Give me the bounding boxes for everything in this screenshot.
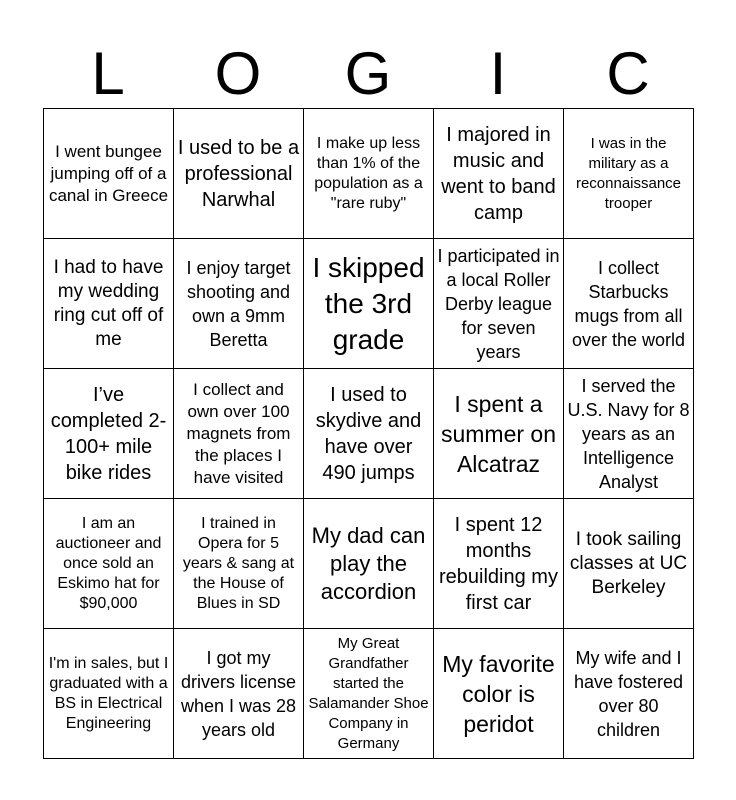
bingo-cell [174, 629, 304, 759]
title-letter-c: C [606, 40, 650, 107]
bingo-cell [44, 239, 174, 369]
cell-text: I collect and own over 100 magnets from the places I have visited [186, 379, 291, 487]
cell-text: I took sailing classes at UC Berkeley [569, 528, 688, 598]
cell-text: I was in the military as a reconnaissance trooper [575, 134, 682, 212]
cell-text: I used to be a professional Narwhal [177, 136, 300, 211]
cell-text: My favorite color is peridot [442, 650, 555, 737]
bingo-cell [304, 629, 434, 759]
title-letter-g: G [344, 40, 392, 107]
cell-text: I make up less than 1% of the population as a "rare ruby" [314, 134, 423, 212]
bingo-cell [564, 109, 694, 239]
bingo-cell [564, 369, 694, 499]
bingo-cell [434, 239, 564, 369]
bingo-grid [43, 108, 694, 759]
bingo-cell [44, 629, 174, 759]
cell-text: I participated in a local Roller Derby league for seven years [437, 245, 560, 362]
bingo-cell [304, 239, 434, 369]
cell-text: I had to have my wedding ring cut off of me [53, 256, 164, 350]
bingo-cell [564, 239, 694, 369]
grid-row [44, 239, 694, 369]
title-letter-o: O [214, 40, 262, 107]
bingo-cell [434, 109, 564, 239]
cell-text: I'm in sales, but I graduated with a BS in Electrical Engineering [48, 654, 169, 732]
bingo-cell [434, 369, 564, 499]
bingo-cell [174, 239, 304, 369]
bingo-cell [434, 629, 564, 759]
grid-row [44, 629, 694, 759]
cell-text: I went bungee jumping off of a canal in Greece [48, 141, 169, 205]
grid-row [44, 109, 694, 239]
grid-row [44, 499, 694, 629]
cell-text: My Great Grandfather started the Salamander Shoe Company in Germany [308, 634, 429, 752]
cell-text: I used to skydive and have over 490 jumps [315, 383, 422, 484]
cell-text: I skipped the 3rd grade [312, 251, 425, 355]
bingo-cell [304, 369, 434, 499]
cell-text: I got my drivers license when I was 28 years old [180, 647, 297, 740]
bingo-cell [174, 369, 304, 499]
bingo-cell [434, 499, 564, 629]
cell-text: I spent 12 months rebuilding my first car [439, 513, 558, 614]
cell-text: I’ve completed 2-100+ mile bike rides [50, 383, 167, 484]
title-letter-i: I [489, 40, 507, 107]
cell-text: I collect Starbucks mugs from all over the world [571, 257, 686, 350]
bingo-cell [304, 109, 434, 239]
bingo-cell [304, 499, 434, 629]
bingo-title [43, 40, 693, 108]
cell-text: I served the U.S. Navy for 8 years as an Intelligence Analyst [567, 375, 690, 492]
cell-text: I spent a summer on Alcatraz [440, 390, 557, 477]
bingo-cell [44, 369, 174, 499]
cell-text: I enjoy target shooting and own a 9mm Beretta [186, 257, 291, 350]
cell-text: My wife and I have fostered over 80 children [573, 647, 684, 740]
cell-text: I majored in music and went to band camp [441, 123, 556, 224]
bingo-cell [174, 499, 304, 629]
bingo-cell [564, 629, 694, 759]
bingo-cell [44, 109, 174, 239]
bingo-cell [44, 499, 174, 629]
bingo-cell [564, 499, 694, 629]
grid-row [44, 369, 694, 499]
title-letter-l: L [91, 40, 125, 107]
cell-text: My dad can play the accordion [311, 522, 426, 604]
cell-text: I am an auctioneer and once sold an Eskimo hat for $90,000 [55, 514, 162, 612]
bingo-cell [174, 109, 304, 239]
cell-text: I trained in Opera for 5 years & sang at the House of Blues in SD [182, 514, 295, 612]
